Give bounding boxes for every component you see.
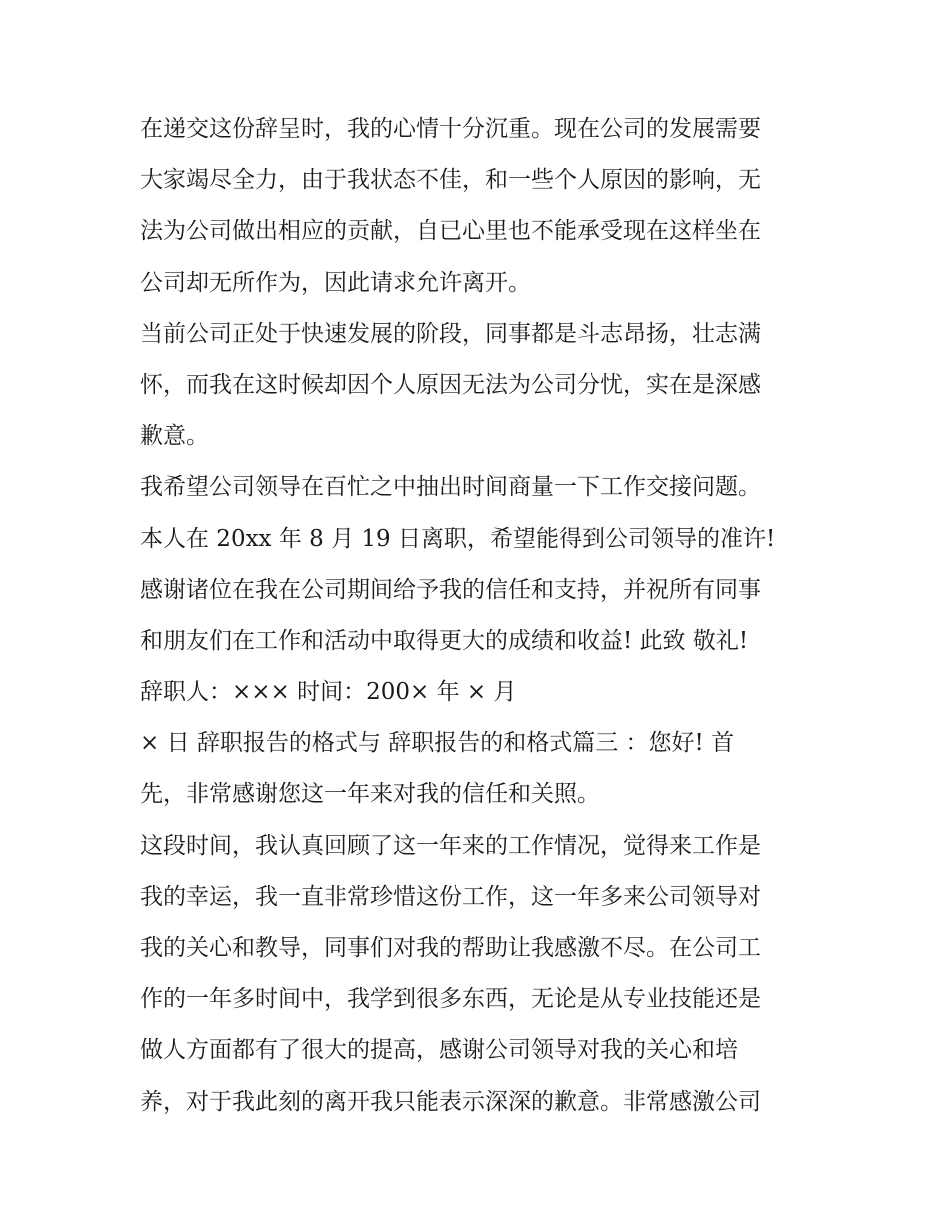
text-line: 我希望公司领导在百忙之中抽出时间商量一下工作交接问题。 bbox=[140, 474, 761, 501]
text-line: 感谢诸位在我在公司期间给予我的信任和支持，并祝所有同事 bbox=[140, 576, 761, 603]
text-line: 和朋友们在工作和活动中取得更大的成绩和收益! 此致 敬礼! bbox=[140, 627, 749, 654]
text-line: 当前公司正处于快速发展的阶段，同事都是斗志昂扬，壮志满 bbox=[140, 320, 761, 347]
text-line: 大家竭尽全力，由于我状态不佳，和一些个人原因的影响，无 bbox=[140, 167, 761, 194]
text-line: 这段时间，我认真回顾了这一年来的工作情况，觉得来工作是 bbox=[140, 832, 761, 859]
text-line: 做人方面都有了很大的提高，感谢公司领导对我的关心和培 bbox=[140, 1037, 738, 1064]
text-line: × 日 辞职报告的格式与 辞职报告的和格式篇三 ：您好! 首 bbox=[140, 730, 735, 757]
body-text bbox=[140, 104, 820, 1128]
text-line: 我的关心和教导，同事们对我的帮助让我感激不尽。在公司工 bbox=[140, 935, 761, 961]
text-line: 养，对于我此刻的离开我只能表示深深的歉意。非常感激公司 bbox=[140, 1088, 761, 1115]
text-line: 先，非常感谢您这一年来对我的信任和关照。 bbox=[140, 781, 600, 808]
text-line: 作的一年多时间中，我学到很多东西，无论是从专业技能还是 bbox=[140, 986, 761, 1013]
text-line: 我的幸运，我一直非常珍惜这份工作，这一年多来公司领导对 bbox=[140, 883, 761, 910]
text-line: 本人在 20xx 年 8 月 19 日离职，希望能得到公司领导的准许! bbox=[140, 525, 776, 552]
text-line: 公司却无所作为，因此请求允许离开。 bbox=[140, 269, 531, 296]
text-line: 怀，而我在这时候却因个人原因无法为公司分忧，实在是深感 bbox=[140, 371, 761, 398]
text-line: 歉意。 bbox=[140, 423, 209, 450]
text-line: 在递交这份辞呈时，我的心情十分沉重。现在公司的发展需要 bbox=[140, 116, 761, 142]
text-line: 法为公司做出相应的贡献，自已心里也不能承受现在这样坐在 bbox=[140, 218, 761, 245]
text-line: 辞职人：××× 时间：200× 年 × 月 bbox=[140, 679, 517, 706]
